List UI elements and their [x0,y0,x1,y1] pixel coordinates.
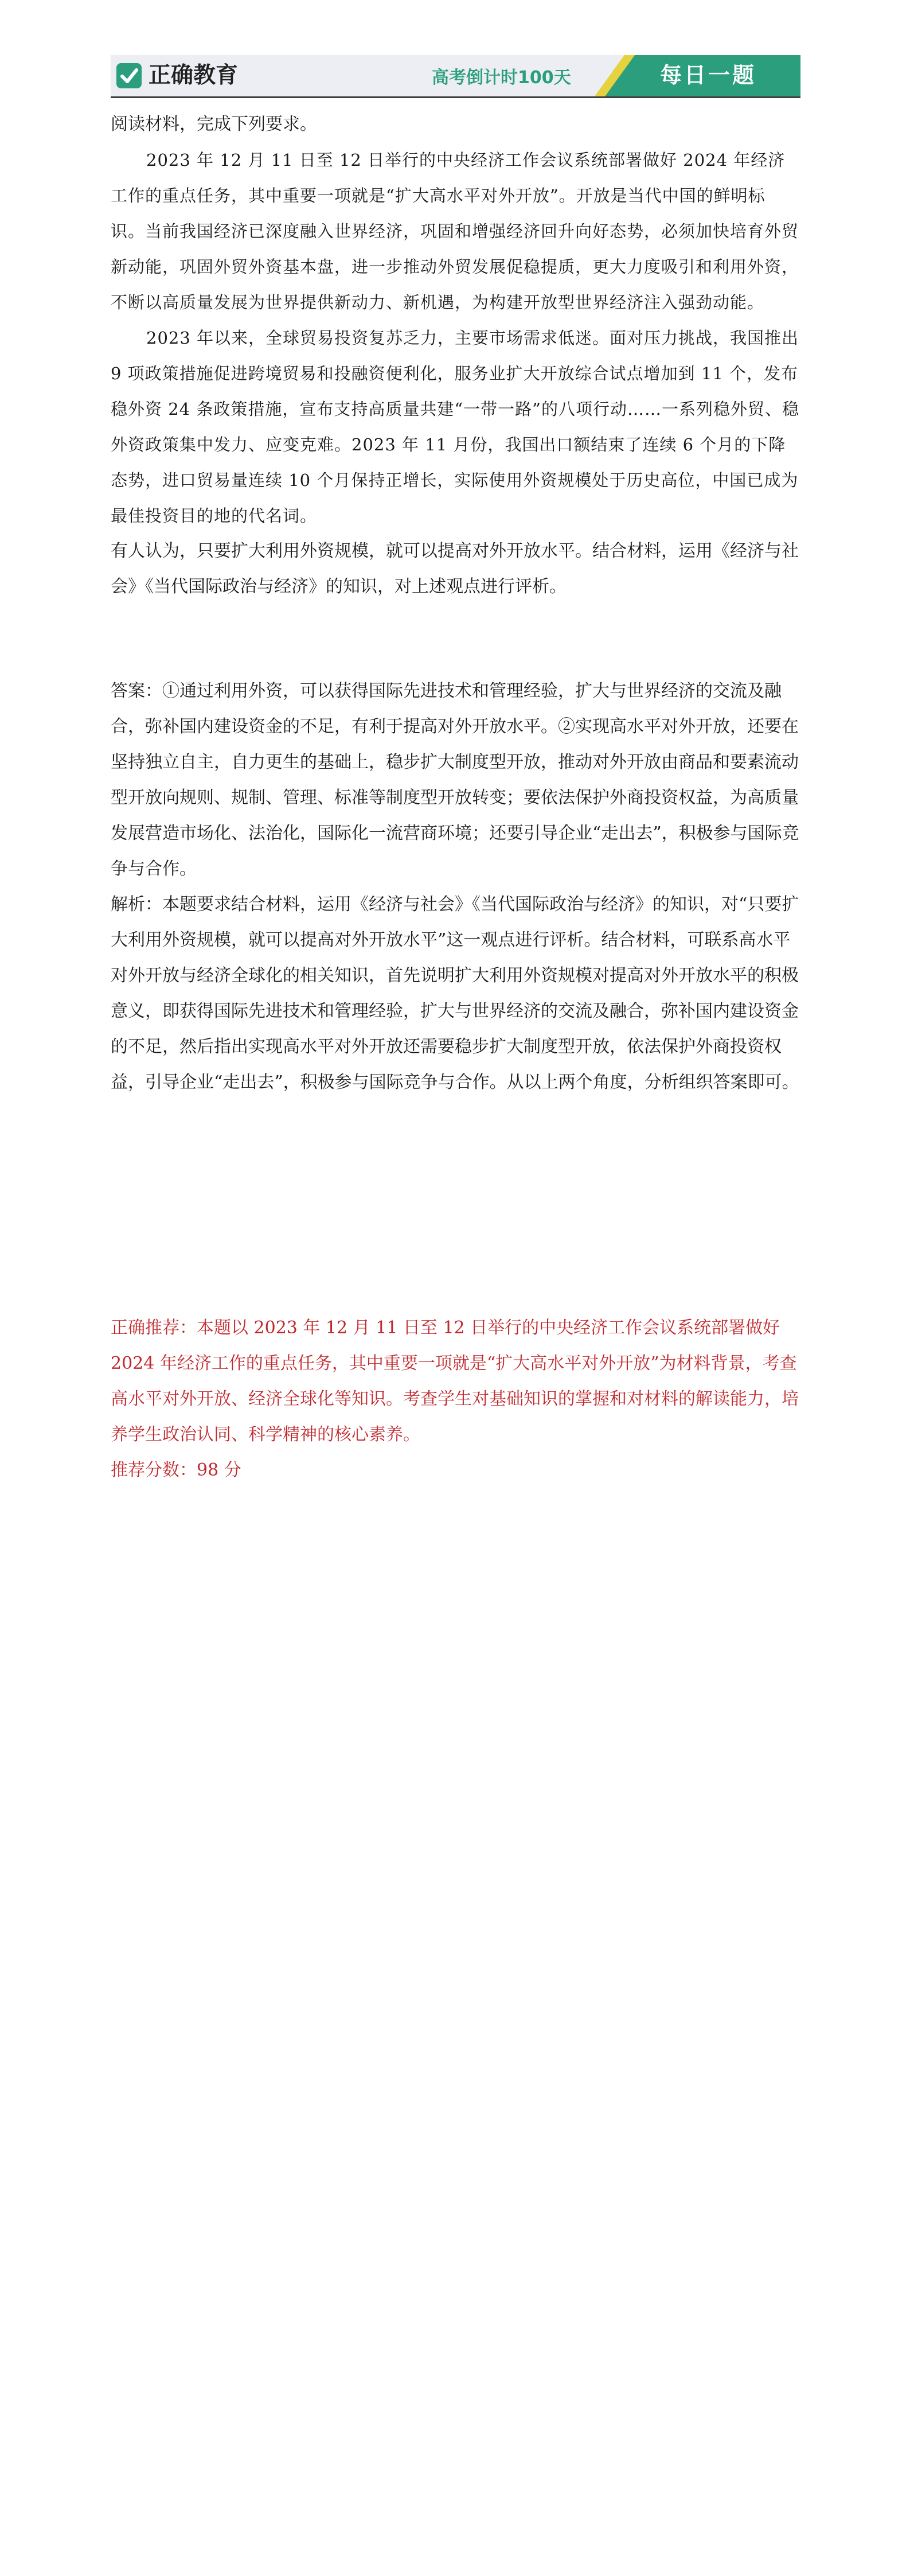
analysis-text: 解析：本题要求结合材料，运用《经济与社会》《当代国际政治与经济》的知识，对“只要扩大利用外资规模，就可以提高对外开放水平”这一观点进行评析。结合材料，可联系高水平对外开放与经济全球化的相关知识，首先说明扩大利用外资规模对提高对外开放水平的积极意义，即获得国际先进技术和管理经验，扩大与世界经济的交流及融合，弥补国内建设资金的不足，然后指出实现高水平对外开放还需要稳步扩大制度型开放，依法保护外商投资权益，引导企业“走出去”，积极参与国际竞争与合作。从以上两个角度，分析组织答案即可。 [111,894,799,1092]
spacer [111,1100,799,1310]
header-banner [111,55,800,96]
spacer [111,605,799,674]
answer-text: 答案：①通过利用外资，可以获得国际先进技术和管理经验，扩大与世界经济的交流及融合，弥补国内建设资金的不足，有利于提高对外开放水平。②实现高水平对外开放，还要在坚持独立自主，自力更生的基础上，稳步扩大制度型开放，推动对外开放由商品和要素流动型开放向规则、规制、管理、标准等制度型开放转变；要依法保护外商投资权益，为高质量发展营造市场化、法治化，国际化一流营商环境；还要引导企业“走出去”，积极参与国际竞争与合作。 [111,681,799,879]
checkmark-icon [116,63,142,88]
countdown-label: 高考倒计时100天 [432,68,571,88]
material-paragraph-1: 2023 年 12 月 11 日至 12 日举行的中央经济工作会议系统部署做好 2024 年经济工作的重点任务，其中重要一项就是“扩大高水平对外开放”。开放是当代中国的鲜明标识。当前我国经济已深度融入世界经济，巩固和增强经济回升向好态势，必须加快培育外贸新动能，巩固外贸外资基本盘，进一步推动外贸发展促稳提质，更大力度吸引和利用外资，不断以高质量发展为世界提供新动力、新机遇，为构建开放型世界经济注入强劲动能。 [111,150,799,312]
header-divider [111,96,800,98]
material-paragraph-2: 2023 年以来，全球贸易投资复苏乏力，主要市场需求低迷。面对压力挑战，我国推出 9 项政策措施促进跨境贸易和投融资便利化，服务业扩大开放综合试点增加到 11 个，发布稳外资 24 条政策措施，宣布支持高质量共建“一带一路”的八项行动……一系列稳外贸、稳外资政策集中发力、应变克难。2023 年 11 月份，我国出口额结束了连续 6 个月的下降态势，进口贸易量连续 10 个月保持正增长，实际使用外资规模处于历史高位，中国已成为最佳投资目的地的代名词。 [111,328,799,526]
daily-question-ribbon [591,55,800,96]
ribbon-label: 每日一题 [660,63,757,88]
brand-name: 正确教育 [149,63,239,88]
question-instruction: 阅读材料，完成下列要求。 [111,114,317,134]
recommendation-text: 正确推荐：本题以 2023 年 12 月 11 日至 12 日举行的中央经济工作会议系统部署做好 2024 年经济工作的重点任务，其中重要一项就是“扩大高水平对外开放”为材料背景，考查高水平对外开放、经济全球化等知识。考查学生对基础知识的掌握和对材料的解读能力，培养学生政治认同、科学精神的核心素养。 [111,1318,799,1445]
document-body [111,107,799,1488]
question-prompt: 有人认为，只要扩大利用外资规模，就可以提高对外开放水平。结合材料，运用《经济与社会》《当代国际政治与经济》的知识，对上述观点进行评析。 [111,541,799,597]
recommendation-score: 推荐分数：98 分 [111,1460,241,1480]
